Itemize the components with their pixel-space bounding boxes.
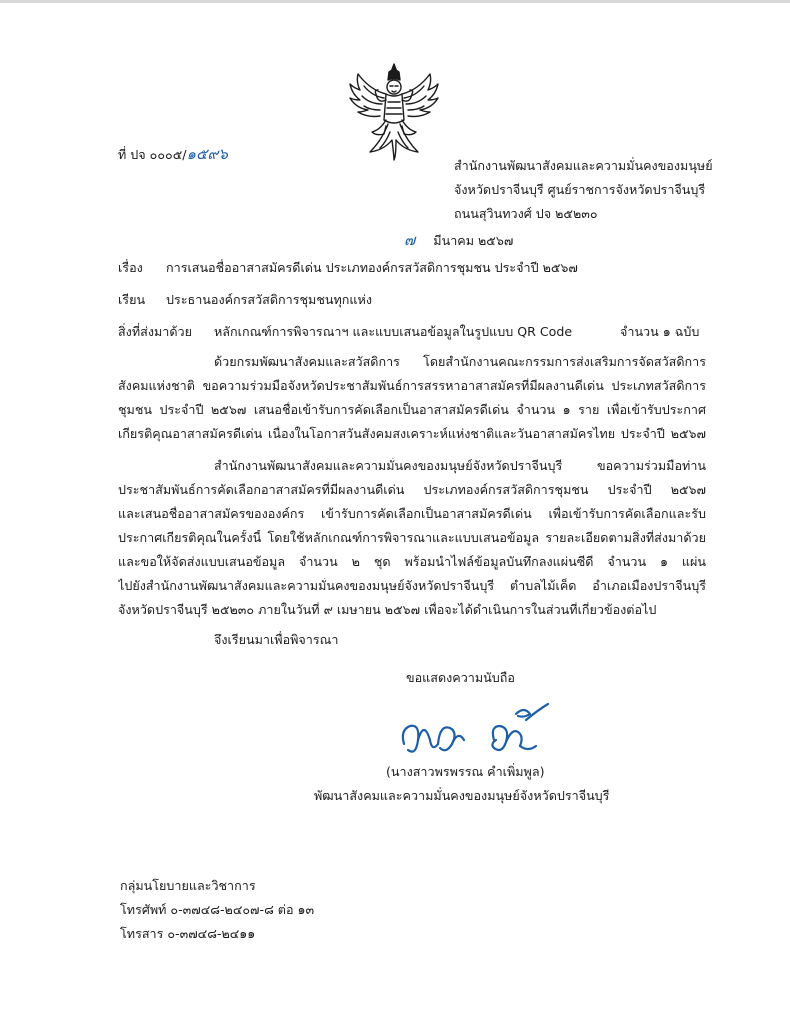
paragraph2-line: ประกาศเกียรติคุณในครั้งนี้ โดยใช้หลักเกณฑ์การพิจารณาและแบบเสนอข้อมูล รายละเอียดตามสิ่งที่ส่งมาด้วย [118, 530, 706, 545]
sender-address-line1: สำนักงานพัฒนาสังคมและความมั่นคงของมนุษย์ [454, 158, 713, 173]
paragraph2-line: และเสนอชื่ออาสาสมัครขององค์กร เข้ารับการคัดเลือกเป็นอาสาสมัครดีเด่น เพื่อเข้ารับการคัดเลือกและรับ [118, 506, 706, 521]
paragraph2-line: สำนักงานพัฒนาสังคมและความมั่นคงของมนุษย์จังหวัดปราจีนบุรี ขอความร่วมมือท่าน [214, 458, 706, 473]
reference-prefix: ที่ ปจ ๐๐๐๕/ [118, 147, 187, 162]
reference-number [118, 146, 228, 163]
enclosure-count: จำนวน ๑ ฉบับ [620, 324, 700, 339]
sender-address-line2: จังหวัดปราจีนบุรี ศูนย์ราชการจังหวัดปราจีนบุรี [454, 182, 706, 197]
subject-label: เรื่อง [118, 260, 143, 275]
paragraph2-line: และขอให้จัดส่งแบบเสนอข้อมูล จำนวน ๒ ชุด พร้อมนำไฟล์ข้อมูลบันทึกลงแผ่นซีดี จำนวน ๑ แผ่น [118, 554, 706, 569]
date-month-year: มีนาคม ๒๕๖๗ [433, 233, 514, 248]
enclosure-label: สิ่งที่ส่งมาด้วย [118, 324, 192, 339]
recipient-text: ประธานองค์กรสวัสดิการชุมชนทุกแห่ง [166, 292, 373, 307]
footer-fax: โทรสาร ๐-๓๗๔๘-๒๔๑๑ [120, 926, 256, 941]
handwritten-signature [398, 700, 578, 762]
paragraph2-line: ประชาสัมพันธ์การคัดเลือกอาสาสมัครที่มีผลงานดีเด่น ประเภทองค์กรสวัสดิการชุมชน ประจำปี ๒๕๖๗ [118, 482, 706, 497]
enclosure-text: หลักเกณฑ์การพิจารณาฯ และแบบเสนอข้อมูลในรูปแบบ QR Code [214, 324, 573, 339]
paragraph2-line: ไปยังสำนักงานพัฒนาสังคมและความมั่นคงของมนุษย์จังหวัดปราจีนบุรี ตำบลไม้เค็ด อำเภอเมืองปราจีนบุรี [118, 578, 706, 593]
paragraph1-line: ด้วยกรมพัฒนาสังคมและสวัสดิการ โดยสำนักงานคณะกรรมการส่งเสริมการจัดสวัสดิการ [214, 354, 706, 369]
scan-top-edge [0, 0, 790, 3]
footer-phone: โทรศัพท์ ๐-๓๗๔๘-๒๔๐๗-๘ ต่อ ๑๓ [120, 902, 315, 917]
signatory-position: พัฒนาสังคมและความมั่นคงของมนุษย์จังหวัดปราจีนบุรี [314, 788, 610, 803]
paragraph1-line: เกียรติคุณอาสาสมัครดีเด่น เนื่องในโอกาสวันสังคมสงเคราะห์แห่งชาติและวันอาสาสมัครไทย ประจำปี ๒๕๖๗ [118, 426, 706, 441]
closing-request: จึงเรียนมาเพื่อพิจารณา [214, 632, 339, 647]
subject-text: การเสนอชื่ออาสาสมัครดีเด่น ประเภทองค์กรสวัสดิการชุมชน ประจำปี ๒๕๖๗ [166, 260, 578, 275]
paragraph1-line: ชุมชน ประจำปี ๒๕๖๗ เสนอชื่อเข้ารับการคัดเลือกเป็นอาสาสมัครดีเด่น จำนวน ๑ ราย เพื่อเข้ารับประกาศ [118, 402, 706, 417]
date-handwritten-day: ๗ [404, 231, 416, 249]
sender-address-line3: ถนนสุวินทวงศ์ ปจ ๒๕๒๓๐ [454, 206, 598, 221]
paragraph2-line: จังหวัดปราจีนบุรี ๒๕๒๓๐ ภายในวันที่ ๙ เมษายน ๒๕๖๗ เพื่อจะได้ดำเนินการในส่วนที่เกี่ยวข้องต่อไป [118, 602, 657, 617]
reference-handwritten-number: ๑๕๙๖ [186, 145, 228, 163]
regards-line: ขอแสดงความนับถือ [406, 670, 515, 685]
recipient-label: เรียน [118, 292, 146, 307]
letter-date [404, 232, 513, 249]
garuda-emblem-icon [346, 60, 442, 164]
signatory-name: (นางสาวพรพรรณ คำเพิ่มพูล) [386, 764, 545, 779]
footer-division: กลุ่มนโยบายและวิชาการ [120, 878, 256, 893]
paragraph1-line: สังคมแห่งชาติ ขอความร่วมมือจังหวัดประชาสัมพันธ์การสรรหาอาสาสมัครที่มีผลงานดีเด่น ประเภทสวัสดิการ [118, 378, 706, 393]
